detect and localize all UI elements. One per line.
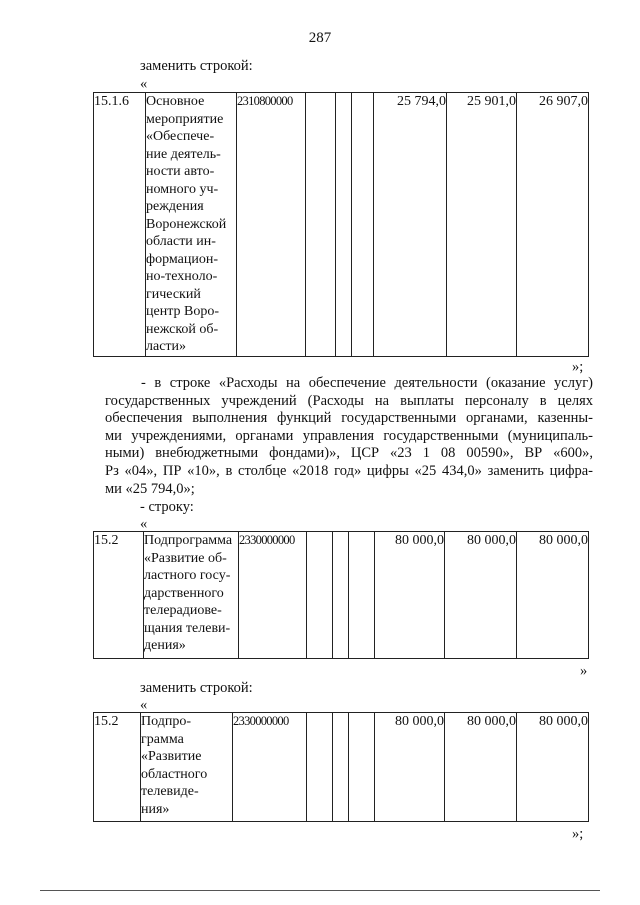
paragraph-line: обеспечения выполнения функций государственными органами, казенны- bbox=[105, 410, 593, 427]
empty-cell bbox=[333, 532, 349, 659]
paragraph-line: Рз «04», ПР «10», в столбце «2018 год» цифры «25 434,0» заменить цифра- bbox=[105, 462, 593, 479]
close-quote: »; bbox=[572, 826, 584, 842]
close-quote: » bbox=[580, 663, 588, 679]
footer-divider bbox=[40, 890, 600, 891]
row-name-line: грамма bbox=[141, 731, 184, 747]
row-name-line: номного уч- bbox=[146, 181, 219, 197]
value-2018-cell: 80 000,0 bbox=[375, 532, 445, 659]
row-name-line: «Развитие bbox=[141, 749, 202, 764]
paragraph-line: - в строке «Расходы на обеспечение деятельности (оказание услуг) bbox=[141, 375, 593, 391]
paragraph-line: ными) внебюджетными фондами)», ЦСР «23 1 08 00590», ВР «600», bbox=[105, 445, 593, 462]
empty-cell bbox=[349, 713, 375, 822]
row-name-line: «Обеспече- bbox=[146, 129, 215, 144]
paragraph-line: государственных учреждений (Расходы на выплаты персоналу в целях bbox=[105, 392, 593, 409]
row-number-cell: 15.2 bbox=[94, 532, 144, 659]
page-number: 287 bbox=[308, 30, 332, 46]
open-quote: « bbox=[140, 697, 148, 713]
empty-cell bbox=[336, 93, 352, 357]
value-2018-cell: 80 000,0 bbox=[375, 713, 445, 822]
row-name-line: но-техноло- bbox=[146, 269, 218, 284]
open-quote: « bbox=[140, 76, 148, 92]
row-name-line: Подпрограмма bbox=[144, 533, 233, 548]
open-quote: « bbox=[140, 516, 148, 532]
row-name-line: формацион- bbox=[146, 251, 218, 267]
budget-table-row-15-2-new bbox=[93, 712, 589, 822]
row-name-cell bbox=[146, 93, 237, 357]
row-name-line: гический bbox=[146, 286, 201, 302]
budget-table-row-15-2-old bbox=[93, 531, 589, 659]
row-number-cell: 15.1.6 bbox=[94, 93, 146, 357]
amendment-paragraph bbox=[105, 375, 593, 498]
csr-code-cell: 2330000000 bbox=[233, 713, 307, 822]
empty-cell bbox=[352, 93, 374, 357]
row-name-line: области ин- bbox=[146, 234, 216, 249]
row-name-line: центр Воро- bbox=[146, 304, 219, 319]
row-name-line: «Развитие об- bbox=[144, 550, 227, 566]
empty-cell bbox=[333, 713, 349, 822]
empty-cell bbox=[349, 532, 375, 659]
csr-code-cell: 2310800000 bbox=[237, 93, 306, 357]
csr-code-cell: 2330000000 bbox=[239, 532, 307, 659]
row-name-cell bbox=[144, 532, 239, 659]
row-name-line: Основное bbox=[146, 94, 205, 109]
row-name-line: телевиде- bbox=[141, 784, 199, 799]
row-name-line: Подпро- bbox=[141, 714, 191, 729]
row-name-line: реждения bbox=[146, 199, 204, 214]
empty-cell bbox=[306, 93, 336, 357]
close-quote: »; bbox=[572, 359, 584, 375]
row-name-line: нежской об- bbox=[146, 321, 219, 337]
value-2019-cell: 80 000,0 bbox=[445, 713, 517, 822]
row-name-line: щания телеви- bbox=[144, 620, 231, 636]
row-name-line: ластного госу- bbox=[144, 568, 231, 583]
row-name-line: дения» bbox=[144, 638, 186, 653]
row-name-line: областного bbox=[141, 766, 208, 782]
value-2020-cell: 26 907,0 bbox=[517, 93, 589, 357]
row-number-cell: 15.2 bbox=[94, 713, 141, 822]
row-name-line: ния» bbox=[141, 801, 170, 817]
value-2019-cell: 80 000,0 bbox=[445, 532, 517, 659]
empty-cell bbox=[307, 532, 333, 659]
budget-table-row-15-1-6 bbox=[93, 92, 589, 357]
row-name-line: мероприятие bbox=[146, 111, 224, 127]
value-2020-cell: 80 000,0 bbox=[517, 713, 589, 822]
paragraph-line: ми учреждениями, органами управления государственными (муниципаль- bbox=[105, 427, 593, 444]
paragraph-line: ми «25 794,0»; bbox=[105, 480, 195, 497]
value-2019-cell: 25 901,0 bbox=[447, 93, 517, 357]
value-2018-cell: 25 794,0 bbox=[374, 93, 447, 357]
row-name-line: ности авто- bbox=[146, 164, 215, 179]
row-name-line: ние деятель- bbox=[146, 146, 221, 162]
replace-with-line-label: заменить строкой: bbox=[140, 58, 253, 74]
row-name-cell bbox=[141, 713, 233, 822]
replace-with-line-label: заменить строкой: bbox=[140, 680, 253, 696]
row-name-line: Воронежской bbox=[146, 216, 227, 232]
row-name-line: ласти» bbox=[146, 339, 187, 354]
value-2020-cell: 80 000,0 bbox=[517, 532, 589, 659]
row-name-line: дарственного bbox=[144, 585, 224, 601]
row-name-line: телерадиове- bbox=[144, 603, 222, 618]
empty-cell bbox=[307, 713, 333, 822]
row-label: - строку: bbox=[140, 499, 194, 515]
